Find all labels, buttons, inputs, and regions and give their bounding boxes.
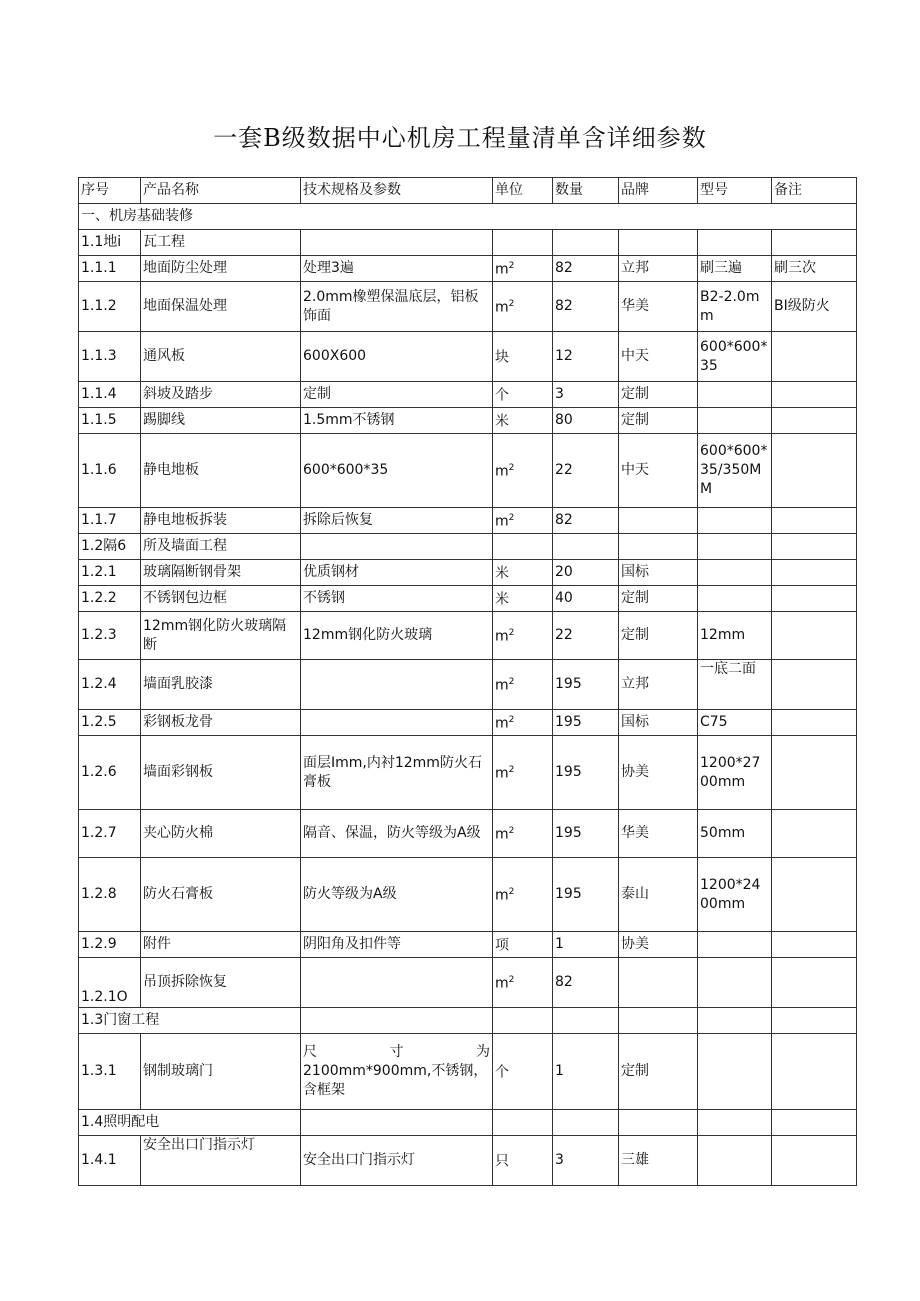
header-cell: 备注: [772, 178, 857, 204]
brand: 定制: [619, 612, 698, 660]
model: 50mm: [698, 810, 772, 858]
unit: 米: [493, 408, 553, 434]
note: [772, 612, 857, 660]
spec: 600*600*35: [301, 434, 493, 508]
note: [772, 958, 857, 1008]
quantity: 1: [553, 1034, 619, 1110]
spec: 面层Imm,内衬12mm防火石膏板: [301, 736, 493, 810]
product-name: 安全出口门指示灯: [141, 1136, 301, 1186]
product-name: 地面保温处理: [141, 282, 301, 332]
note: [772, 858, 857, 932]
spec-line: 2100mm*900mm,不锈钢，含框架: [303, 1063, 488, 1098]
quantity: 82: [553, 256, 619, 282]
model: 刷三遍: [698, 256, 772, 282]
spec: 600X600: [301, 332, 493, 382]
spec: 不锈钢: [301, 586, 493, 612]
note: [772, 508, 857, 534]
spec: [301, 958, 493, 1008]
model: C75: [698, 710, 772, 736]
row-number: 1.1.7: [79, 508, 141, 534]
product-name: 夹心防火棉: [141, 810, 301, 858]
note: BI级防火: [772, 282, 857, 332]
row-number: 1.2.2: [79, 586, 141, 612]
unit: 块: [493, 332, 553, 382]
spec: 12mm钢化防火玻璃: [301, 612, 493, 660]
note: [772, 408, 857, 434]
model: 一底二面: [698, 660, 772, 710]
product-name: 玻璃隔断钢骨架: [141, 560, 301, 586]
unit: $m^2$: [493, 710, 553, 736]
product-name: 通风板: [141, 332, 301, 382]
row-number: 1.2.3: [79, 612, 141, 660]
note: [772, 810, 857, 858]
row-number: 1.3.1: [79, 1034, 141, 1110]
product-name: 墙面彩钢板: [141, 736, 301, 810]
table-row: [79, 382, 857, 408]
product-name: 斜坡及踏步: [141, 382, 301, 408]
unit: $m^2$: [493, 660, 553, 710]
row-number: 1.1.1: [79, 256, 141, 282]
row-number: 1.2.1: [79, 560, 141, 586]
spec: 定制: [301, 382, 493, 408]
model: [698, 508, 772, 534]
header-cell: 序号: [79, 178, 141, 204]
product-name: 静电地板拆装: [141, 508, 301, 534]
unit: $m^2$: [493, 508, 553, 534]
header-cell: 单位: [493, 178, 553, 204]
row-number: 1.2.1O: [79, 958, 141, 1008]
subsection-number: 1.2隔6: [79, 534, 141, 560]
brand: [619, 958, 698, 1008]
brand: 华美: [619, 810, 698, 858]
unit: $m^2$: [493, 612, 553, 660]
spec: [301, 710, 493, 736]
note: [772, 434, 857, 508]
model: 600*600*35: [698, 332, 772, 382]
row-number: 1.4.1: [79, 1136, 141, 1186]
model: [698, 958, 772, 1008]
subsection-name: 所及墙面工程: [141, 534, 301, 560]
spec: 拆除后恢复: [301, 508, 493, 534]
brand: 国标: [619, 560, 698, 586]
unit: 项: [493, 932, 553, 958]
subsection-number: 1.1地i: [79, 230, 141, 256]
table-row: [79, 810, 857, 858]
unit: $m^2$: [493, 282, 553, 332]
product-name: 地面防尘处理: [141, 256, 301, 282]
spec: 2.0mm橡塑保温底层，铝板饰面: [301, 282, 493, 332]
brand: 中天: [619, 434, 698, 508]
quantity: 3: [553, 1136, 619, 1186]
spec: 安全出口门指示灯: [301, 1136, 493, 1186]
unit: $m^2$: [493, 958, 553, 1008]
row-number: 1.2.9: [79, 932, 141, 958]
brand: 中天: [619, 332, 698, 382]
note: [772, 382, 857, 408]
note: [772, 586, 857, 612]
brand: 定制: [619, 586, 698, 612]
table-row: [79, 612, 857, 660]
row-number: 1.2.8: [79, 858, 141, 932]
table-row: [79, 958, 857, 1008]
model: [698, 1136, 772, 1186]
spec: [301, 660, 493, 710]
model: [698, 586, 772, 612]
brand: 泰山: [619, 858, 698, 932]
row-number: 1.1.3: [79, 332, 141, 382]
unit: $m^2$: [493, 858, 553, 932]
product-name: 12mm钢化防火玻璃隔断: [141, 612, 301, 660]
subsection-name: 瓦工程: [141, 230, 301, 256]
table-row: [79, 408, 857, 434]
note: [772, 660, 857, 710]
table-row: [79, 736, 857, 810]
spec: 防火等级为A级: [301, 858, 493, 932]
quantity-list-table: [78, 177, 857, 1186]
unit: 米: [493, 560, 553, 586]
table-row: [79, 434, 857, 508]
section-row: [79, 204, 857, 230]
brand: 国标: [619, 710, 698, 736]
brand: [619, 508, 698, 534]
model: [698, 382, 772, 408]
unit: $m^2$: [493, 810, 553, 858]
product-name: 不锈钢包边框: [141, 586, 301, 612]
unit: 个: [493, 382, 553, 408]
table-row: [79, 660, 857, 710]
spec: 优质钢材: [301, 560, 493, 586]
header-cell: 数量: [553, 178, 619, 204]
model: 600*600*35/350MM: [698, 434, 772, 508]
brand: 立邦: [619, 660, 698, 710]
table-row: [79, 332, 857, 382]
header-cell: 品牌: [619, 178, 698, 204]
section-title: 一、机房基础装修: [79, 204, 857, 230]
product-name: 踢脚线: [141, 408, 301, 434]
subsection-row: [79, 230, 857, 256]
unit: $m^2$: [493, 434, 553, 508]
model: [698, 560, 772, 586]
product-name: 防火石膏板: [141, 858, 301, 932]
model: B2-2.0mm: [698, 282, 772, 332]
product-name: 钢制玻璃门: [141, 1034, 301, 1110]
spec: [301, 1034, 493, 1110]
quantity: 82: [553, 958, 619, 1008]
product-name: 彩钢板龙骨: [141, 710, 301, 736]
table-row: [79, 858, 857, 932]
note: [772, 1034, 857, 1110]
spec: 1.5mm不锈钢: [301, 408, 493, 434]
brand: 协美: [619, 932, 698, 958]
note: [772, 1136, 857, 1186]
table-row: [79, 256, 857, 282]
note: [772, 932, 857, 958]
table-row: [79, 1034, 857, 1110]
note: [772, 560, 857, 586]
table-row: [79, 932, 857, 958]
unit: $m^2$: [493, 736, 553, 810]
note: [772, 332, 857, 382]
brand: 定制: [619, 408, 698, 434]
quantity: 195: [553, 660, 619, 710]
row-number: 1.1.5: [79, 408, 141, 434]
quantity: 40: [553, 586, 619, 612]
quantity: 80: [553, 408, 619, 434]
brand: 协美: [619, 736, 698, 810]
unit: 只: [493, 1136, 553, 1186]
spec: 处理3遍: [301, 256, 493, 282]
quantity: 22: [553, 612, 619, 660]
brand: 定制: [619, 1034, 698, 1110]
quantity: 1: [553, 932, 619, 958]
table-row: [79, 710, 857, 736]
quantity: 12: [553, 332, 619, 382]
unit: $m^2$: [493, 256, 553, 282]
brand: 定制: [619, 382, 698, 408]
model: 1200*2700mm: [698, 736, 772, 810]
subsection-row: [79, 534, 857, 560]
product-name: 吊顶拆除恢复: [141, 958, 301, 1008]
table-row: [79, 1136, 857, 1186]
table-row: [79, 282, 857, 332]
quantity: 195: [553, 736, 619, 810]
unit: 米: [493, 586, 553, 612]
table-row: [79, 560, 857, 586]
product-name: 静电地板: [141, 434, 301, 508]
quantity: 22: [553, 434, 619, 508]
table-row: [79, 586, 857, 612]
quantity: 195: [553, 810, 619, 858]
product-name: 附件: [141, 932, 301, 958]
model: 1200*2400mm: [698, 858, 772, 932]
quantity: 82: [553, 282, 619, 332]
subsection-row: [79, 1008, 857, 1034]
quantity: 195: [553, 710, 619, 736]
product-name: 墙面乳胶漆: [141, 660, 301, 710]
quantity: 82: [553, 508, 619, 534]
subsection-row: [79, 1110, 857, 1136]
row-number: 1.1.4: [79, 382, 141, 408]
row-number: 1.1.2: [79, 282, 141, 332]
note: 刷三次: [772, 256, 857, 282]
row-number: 1.2.6: [79, 736, 141, 810]
quantity: 20: [553, 560, 619, 586]
subsection-title: 1.4照明配电: [79, 1110, 301, 1136]
spec: 隔音、保温，防火等级为A级: [301, 810, 493, 858]
row-number: 1.1.6: [79, 434, 141, 508]
quantity: 195: [553, 858, 619, 932]
table-header-row: [79, 178, 857, 204]
table-row: [79, 508, 857, 534]
row-number: 1.2.5: [79, 710, 141, 736]
model: [698, 408, 772, 434]
header-cell: 产品名称: [141, 178, 301, 204]
note: [772, 736, 857, 810]
row-number: 1.2.4: [79, 660, 141, 710]
header-cell: 型号: [698, 178, 772, 204]
unit: 个: [493, 1034, 553, 1110]
header-cell: 技术规格及参数: [301, 178, 493, 204]
model: [698, 1034, 772, 1110]
row-number: 1.2.7: [79, 810, 141, 858]
quantity: 3: [553, 382, 619, 408]
brand: 三雄: [619, 1136, 698, 1186]
brand: 华美: [619, 282, 698, 332]
note: [772, 710, 857, 736]
model: 12mm: [698, 612, 772, 660]
spec: 阴阳角及扣件等: [301, 932, 493, 958]
model: [698, 932, 772, 958]
brand: 立邦: [619, 256, 698, 282]
spec-line: 尺寸为: [303, 1044, 490, 1060]
page-title: 一套B级数据中心机房工程量清单含详细参数: [213, 124, 707, 152]
subsection-title: 1.3门窗工程: [79, 1008, 301, 1034]
